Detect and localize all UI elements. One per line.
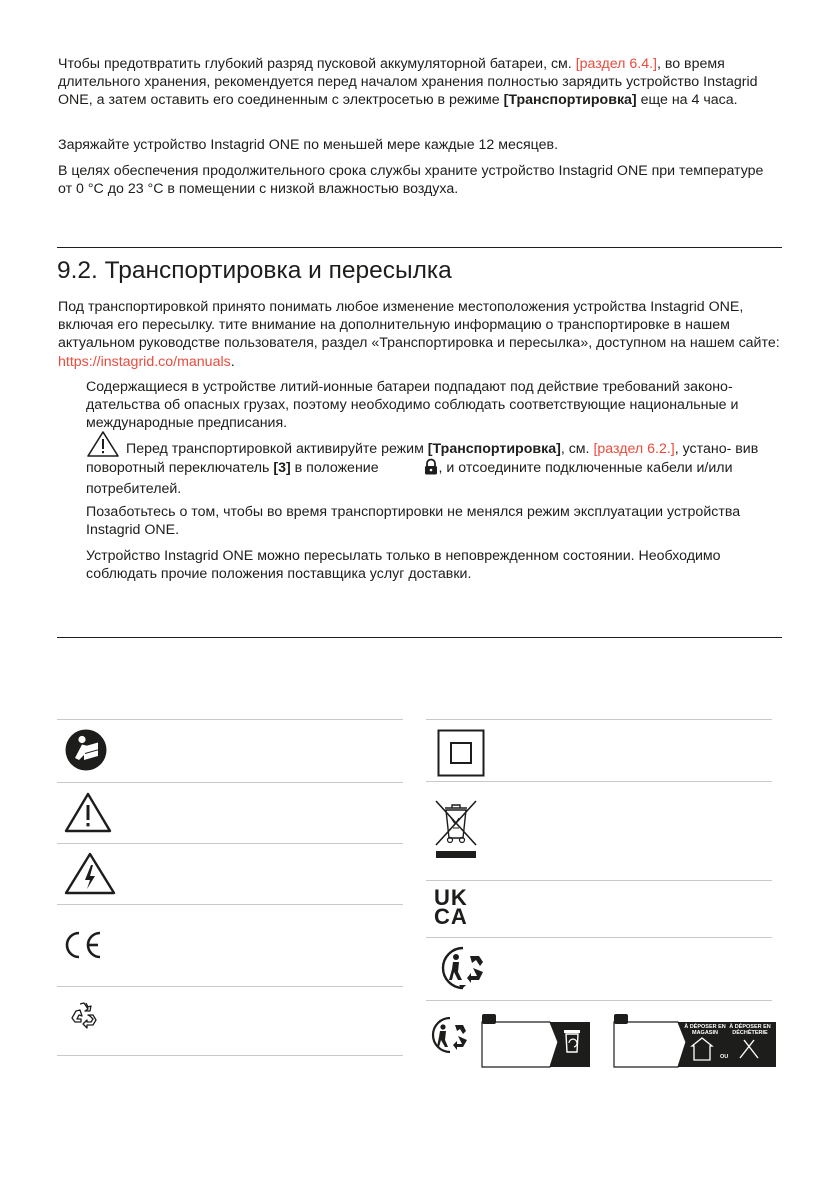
- text: в положение: [290, 460, 383, 477]
- table-row-line: [57, 843, 403, 844]
- note-operating-mode: Позаботьтесь о том, чтобы во время транспортировки не менялся режим эксплуатации устройства Instagrid ONE.: [86, 504, 741, 539]
- storage-paragraph-2: Заряжайте устройство Instagrid ONE по меньшей мере каждые 12 месяцев.: [58, 137, 559, 153]
- ukca-line-2: CA: [434, 904, 468, 929]
- general-warning-icon: [64, 791, 112, 838]
- text: Перед транспортировкой активируйте режим: [126, 441, 428, 457]
- weee-bin-icon: [433, 798, 479, 865]
- switch-number: [3]: [273, 460, 291, 477]
- deposit-store-label: À DÉPOSER EN MAGASIN: [684, 1024, 726, 1036]
- section-divider: [57, 637, 782, 638]
- text: , устано- вив поворотный переключатель: [86, 441, 759, 477]
- manuals-link[interactable]: https://instagrid.co/manuals: [58, 353, 231, 370]
- transport-mode-label: [Транспортировка]: [503, 92, 637, 109]
- section-6-4-link[interactable]: [раздел 6.4.]: [575, 56, 657, 72]
- storage-paragraph-3: В целях обеспечения продолжительного срока службы храните устройство Instagrid ONE при температуре от 0 °C до 23 °C в помещении с низкой влажностью воздуха.: [58, 163, 764, 198]
- read-manual-icon: [65, 729, 107, 776]
- text: .: [230, 353, 235, 370]
- table-row-line: [57, 1055, 403, 1056]
- text: еще на 4 часа.: [636, 92, 738, 109]
- ce-mark-icon: [64, 930, 106, 965]
- table-row-line: [57, 904, 403, 905]
- section-title: 9.2. Транспортировка и пересылка: [57, 257, 452, 284]
- table-row-line: [426, 937, 772, 938]
- section-intro: [58, 298, 780, 371]
- ce-text: CE: [64, 930, 66, 931]
- section-6-2-link[interactable]: [раздел 6.2.]: [593, 441, 675, 457]
- note-transport-mode: [86, 440, 780, 499]
- table-row-line: [426, 719, 772, 720]
- table-row-line: [57, 986, 403, 987]
- text: Чтобы предотвратить глубокий разряд пусковой аккумуляторной батареи, см.: [58, 56, 576, 72]
- electric-hazard-icon: [64, 851, 116, 900]
- text: , во время длительного хранения, рекомендуется перед началом хранения полностью зарядить устройство Instagrid ONE, а затем оставить его соединенным с электросетью в режиме: [58, 56, 758, 109]
- triman-deposit-label: [612, 1012, 776, 1070]
- storage-paragraph-1: [58, 55, 780, 110]
- table-row-line: [426, 1000, 772, 1001]
- text: Под транспортировкой принято понимать любое изменение местоположения устройства Instagrid ONE, включая его пересылку. тите внимание на дополнительную информацию о транспортировке в нашем актуальном руководстве пользователя, раздел «Транспортировка и пересылка», доступном на нашем сайте:: [58, 299, 780, 352]
- table-row-line: [426, 880, 772, 881]
- table-row-line: [57, 782, 403, 783]
- triman-icon: [441, 945, 491, 996]
- triman-sorting-label: [430, 1012, 598, 1075]
- text: , см.: [560, 441, 594, 457]
- text: , и отсоедините подключенные кабели и/или потребителей.: [86, 460, 733, 498]
- class-ii-insulation-icon: [437, 729, 485, 782]
- lock-icon: [383, 458, 439, 480]
- or-label: OU: [720, 1054, 729, 1060]
- note-lithium-batteries: Содержащиеся в устройстве литий-ионные батареи подпадают под действие требований законо- дательства об опасных грузах, поэтому необходимо соблюдать соответствующие национальные и международные предписания.: [86, 379, 739, 432]
- section-divider: [57, 247, 782, 248]
- ukca-line-1: UK: [434, 885, 468, 910]
- deposit-center-label: À DÉPOSER EN DÉCHÈTERIE: [729, 1024, 771, 1036]
- ukca-mark-icon: [434, 885, 478, 929]
- transport-mode-label: [Транспортировка]: [427, 441, 561, 457]
- table-row-line: [57, 719, 403, 720]
- recycling-icon: [68, 1000, 100, 1035]
- note-shipping-condition: Устройство Instagrid ONE можно пересылать только в неповрежденном состоянии. Необходимо соблюдать прочие положения поставщика услуг доставки.: [86, 548, 721, 583]
